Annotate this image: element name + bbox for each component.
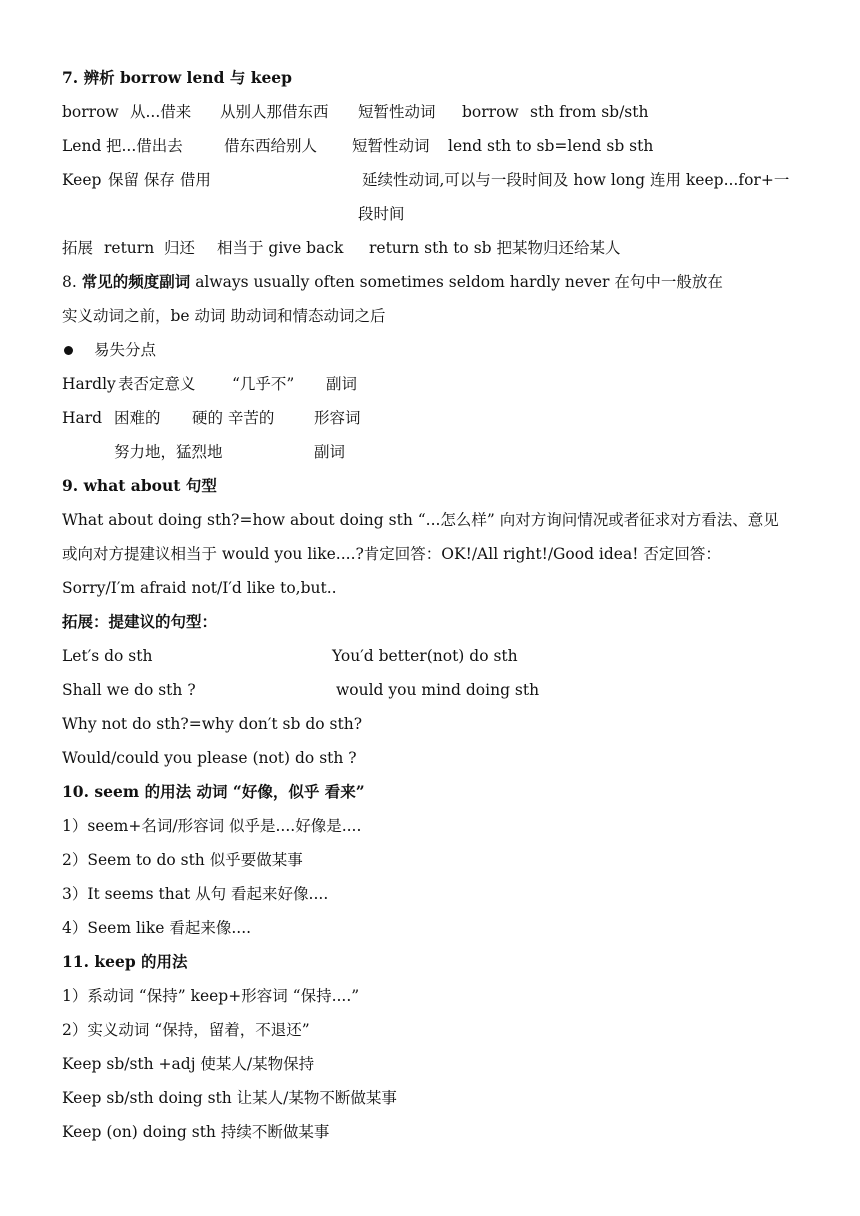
hard-row (62, 401, 802, 435)
hardly-meaning-1: 表否定意义 (118, 375, 196, 393)
hard-word: Hard (62, 409, 103, 427)
suggestion-row-2 (62, 673, 802, 707)
hard-meaning-3: 形容词 (314, 409, 361, 427)
hard-meaning-4: 努力地，猛烈地 (114, 443, 223, 461)
hardly-meaning-3: 副词 (326, 375, 358, 393)
hard-meaning-1: 困难的 (114, 409, 161, 427)
hardly-meaning-2: “几乎不” (232, 375, 295, 393)
lend-word: Lend (62, 137, 102, 155)
seem-item-4: 4）Seem like 看起来像.... (62, 919, 252, 937)
suggestion-2b: would you mind doing sth (336, 681, 540, 699)
keep-item-4: Keep sb/sth doing sth 让某人/某物不断做某事 (62, 1089, 397, 1107)
section-9-para-3: Sorry/I′m afraid not/I′d like to,but.. (62, 579, 337, 597)
section-8-adverbs: always usually often sometimes seldom hardly never 在句中一般放在 (195, 273, 723, 291)
borrow-word: borrow (62, 103, 119, 121)
keep-item-2: 2）实义动词 “保持，留着，不退还” (62, 1021, 310, 1039)
section-9-para-2: 或向对方提建议相当于 would you like....?肯定回答：OK!/All right!/Good idea! 否定回答： (62, 545, 721, 563)
extension-word-4: return sth to sb 把某物归还给某人 (369, 239, 621, 257)
suggestion-1b: You′d better(not) do sth (332, 647, 518, 665)
borrow-meaning-1: 从...借来 (130, 103, 192, 121)
hard-meaning-5: 副词 (314, 443, 346, 461)
seem-item-3: 3）It seems that 从句 看起来好像.... (62, 885, 329, 903)
hardly-row (62, 367, 802, 401)
extension-label: 拓展 (62, 239, 94, 257)
suggestion-title: 拓展：提建议的句型： (62, 612, 218, 631)
section-9-para-1: What about doing sth?=how about doing sth “...怎么样” 向对方询问情况或者征求对方看法、意见 (62, 511, 779, 529)
lend-row (62, 129, 802, 163)
borrow-meaning-2: 从别人那借东西 (220, 103, 329, 121)
keep-meaning-1: 保留 保存 借用 (108, 171, 211, 189)
keep-meaning-3: 段时间 (358, 205, 405, 223)
extension-word-3: 相当于 give back (217, 239, 344, 257)
section-8-number: 8. (62, 273, 77, 291)
section-9-title: 9. what about 句型 (62, 476, 217, 495)
borrow-meaning-5: sth from sb/sth (530, 103, 649, 121)
section-8-title: 常见的频度副词 (81, 272, 191, 291)
keep-item-3: Keep sb/sth +adj 使某人/某物保持 (62, 1055, 315, 1073)
keep-word: Keep (62, 171, 102, 189)
borrow-row (62, 95, 802, 129)
borrow-meaning-3: 短暂性动词 (358, 103, 436, 121)
seem-item-2: 2）Seem to do sth 似乎要做某事 (62, 851, 303, 869)
lend-meaning-4: lend sth to sb=lend sb sth (448, 137, 654, 155)
hard-meaning-2: 硬的 辛苦的 (192, 409, 275, 427)
hardly-word: Hardly (62, 375, 116, 393)
lend-meaning-3: 短暂性动词 (352, 137, 430, 155)
extension-row (62, 231, 802, 265)
section-11-title: 11. keep 的用法 (62, 952, 188, 971)
suggestion-1a: Let′s do sth (62, 647, 153, 665)
extension-word-2: 归还 (164, 239, 196, 257)
section-10-title: 10. seem 的用法 动词 “好像，似乎 看来” (62, 782, 365, 801)
keep-row (62, 163, 802, 197)
keep-meaning-2: 延续性动词,可以与一段时间及 how long 连用 keep...for+一 (362, 171, 790, 189)
bullet-label: 易失分点 (94, 341, 157, 359)
keep-item-1: 1）系动词 “保持” keep+形容词 “保持....” (62, 987, 360, 1005)
suggestion-row-1 (62, 639, 802, 673)
keep-item-5: Keep (on) doing sth 持续不断做某事 (62, 1123, 330, 1141)
section-8-line-1 (62, 265, 802, 299)
suggestion-row-3: Why not do sth?=why don′t sb do sth? (62, 715, 363, 733)
keep-row-cont (62, 197, 802, 231)
bullet-row (0, 333, 860, 367)
extension-word-1: return (104, 239, 155, 257)
bullet-dot-icon (64, 346, 73, 355)
seem-item-1: 1）seem+名词/形容词 似乎是....好像是.... (62, 817, 362, 835)
suggestion-2a: Shall we do sth ? (62, 681, 196, 699)
borrow-meaning-4: borrow (462, 103, 519, 121)
lend-meaning-2: 借东西给别人 (224, 137, 318, 155)
suggestion-row-4: Would/could you please (not) do sth ? (62, 749, 357, 767)
section-7-title: 7. 辨析 borrow lend 与 keep (62, 68, 293, 87)
section-8-line-2: 实义动词之前，be 动词 助动词和情态动词之后 (62, 307, 386, 325)
hard-row-cont (62, 435, 802, 469)
lend-meaning-1: 把...借出去 (106, 137, 183, 155)
